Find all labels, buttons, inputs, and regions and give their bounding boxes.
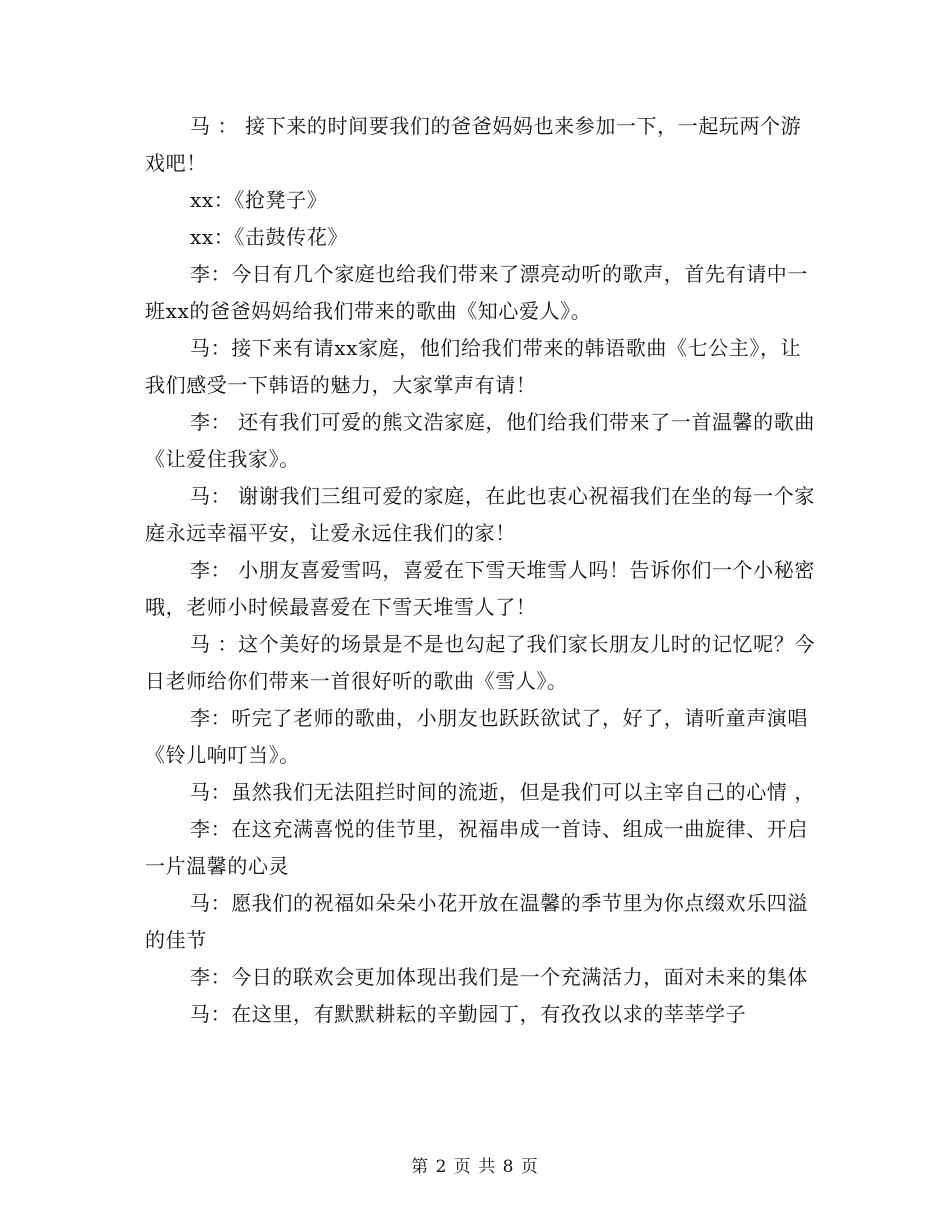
paragraph: 马：接下来有请xx家庭，他们给我们带来的韩语歌曲《七公主》，让我们感受一下韩语的魅力，大家掌声有请！ xyxy=(145,336,802,397)
paragraph: 李：听完了老师的歌曲，小朋友也跃跃欲试了，好了，请听童声演唱《铃儿响叮当》。 xyxy=(145,706,808,767)
paragraph: 马：虽然我们无法阻拦时间的流逝，但是我们可以主宰自己的心情 ， xyxy=(190,780,815,804)
paragraph: xx：《击鼓传花》 xyxy=(190,225,348,249)
paragraph: 李：在这充满喜悦的佳节里，祝福串成一首诗、组成一曲旋律、开启一片温馨的心灵 xyxy=(145,817,808,878)
paragraph: 马： 谢谢我们三组可爱的家庭，在此也衷心祝福我们在坐的每一个家庭永远幸福平安，让爱永远住我们的家！ xyxy=(145,484,815,545)
paragraph: 李：今日有几个家庭也给我们带来了漂亮动听的歌声，首先有请中一班xx的爸爸妈妈给我们带来的歌曲《知心爱人》。 xyxy=(145,262,808,323)
paragraph: 李：今日的联欢会更加体现出我们是一个充满活力，面对未来的集体 xyxy=(190,965,808,989)
paragraph: 马：在这里，有默默耕耘的辛勤园丁，有孜孜以求的莘莘学子 xyxy=(190,1002,747,1026)
paragraph: 马：愿我们的祝福如朵朵小花开放在温馨的季节里为你点缀欢乐四溢的佳节 xyxy=(145,891,808,952)
paragraph: xx：《抢凳子》 xyxy=(190,188,328,212)
document-body xyxy=(145,108,815,1033)
page-number-footer: 第 2 页 共 8 页 xyxy=(411,1157,539,1177)
paragraph: 马 ： 接下来的时间要我们的爸爸妈妈也来参加一下，一起玩两个游戏吧！ xyxy=(145,114,802,175)
paragraph: 李： 小朋友喜爱雪吗，喜爱在下雪天堆雪人吗！告诉你们一个小秘密哦，老师小时候最喜爱在下雪天堆雪人了！ xyxy=(145,558,815,619)
paragraph: 李： 还有我们可爱的熊文浩家庭，他们给我们带来了一首温馨的歌曲《让爱住我家》。 xyxy=(145,410,815,471)
paragraph: 马 ：这个美好的场景是不是也勾起了我们家长朋友儿时的记忆呢？今日老师给你们带来一首很好听的歌曲《雪人》。 xyxy=(145,632,815,693)
